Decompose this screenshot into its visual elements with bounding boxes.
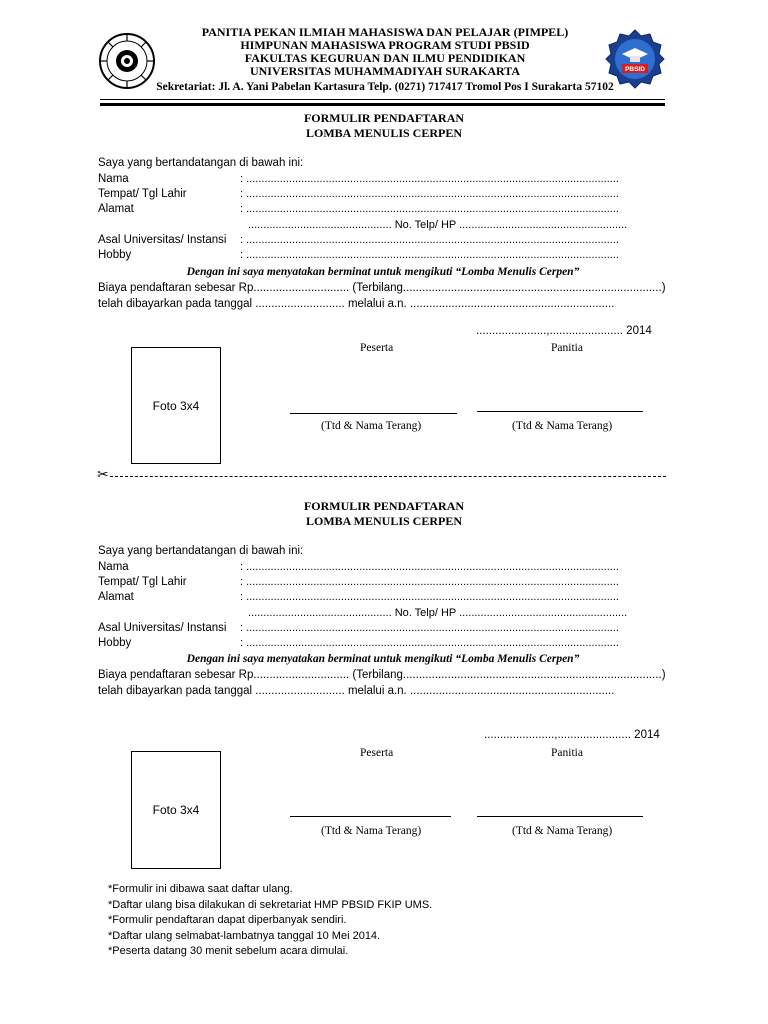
field-asal[interactable]: : ..........................................................................................................................: [240, 234, 619, 246]
label-alamat: Alamat: [98, 591, 134, 603]
peserta-sign-caption: (Ttd & Nama Terang): [321, 825, 422, 837]
peserta-label: Peserta: [360, 747, 394, 759]
field-nama[interactable]: : ..........................................................................................................................: [240, 173, 619, 185]
form-subtitle: LOMBA MENULIS CERPEN: [305, 514, 463, 528]
date-line[interactable]: ......................,....................... 2014: [484, 729, 660, 741]
label-hobby: Hobby: [98, 249, 132, 261]
peserta-signature-line[interactable]: [290, 413, 457, 414]
header-rule-thick: [100, 103, 665, 106]
field-asal[interactable]: : ..........................................................................................................................: [240, 622, 619, 634]
label-hobby: Hobby: [98, 637, 132, 649]
field-telp[interactable]: ............................................... No. Telp/ HP .......................................................: [248, 219, 628, 231]
panitia-label: Panitia: [551, 342, 583, 354]
note-item: *Daftar ulang bisa dilakukan di sekretariat HMP PBSID FKIP UMS.: [108, 898, 433, 911]
intro-text: Saya yang bertandatangan di bawah ini:: [98, 545, 304, 557]
note-item: *Formulir pendaftaran dapat diperbanyak sendiri.: [108, 914, 347, 926]
photo-label: Foto 3x4: [152, 803, 200, 817]
right-logo: [604, 28, 666, 90]
header-line-1: PANITIA PEKAN ILMIAH MAHASISWA DAN PELAJAR (PIMPEL): [201, 25, 569, 39]
scissors-icon: ✂: [97, 467, 109, 483]
header-rule-thin: [100, 99, 665, 100]
field-hobby[interactable]: : ..........................................................................................................................: [240, 249, 619, 261]
field-ttl[interactable]: : ..........................................................................................................................: [240, 188, 619, 200]
field-hobby[interactable]: : ..........................................................................................................................: [240, 637, 619, 649]
peserta-sign-caption: (Ttd & Nama Terang): [321, 420, 422, 432]
photo-box: [131, 347, 221, 464]
photo-label: Foto 3x4: [152, 398, 200, 413]
label-alamat: Alamat: [98, 203, 134, 215]
note-item: *Daftar ulang selmabat-lambatnya tanggal 10 Mei 2014.: [108, 929, 381, 942]
header-address: Sekretariat: Jl. A. Yani Pabelan Kartasura Telp. (0271) 717417 Tromol Pos I Surakarta 57102: [156, 81, 614, 93]
label-ttl: Tempat/ Tgl Lahir: [98, 576, 187, 588]
label-asal: Asal Universitas/ Instansi: [98, 622, 227, 634]
panitia-sign-caption: (Ttd & Nama Terang): [512, 420, 613, 432]
header-line-2: HIMPUNAN MAHASISWA PROGRAM STUDI PBSID: [240, 38, 530, 52]
panitia-sign-caption: (Ttd & Nama Terang): [512, 825, 613, 837]
field-telp[interactable]: ............................................... No. Telp/ HP .......................................................: [248, 607, 628, 619]
right-logo-text: PBSID: [625, 66, 645, 73]
form-title: FORMULIR PENDAFTARAN: [303, 111, 465, 125]
statement: Dengan ini saya menyatakan berminat untuk mengikuti “Lomba Menulis Cerpen”: [186, 266, 580, 278]
statement: Dengan ini saya menyatakan berminat untuk mengikuti “Lomba Menulis Cerpen”: [186, 653, 580, 665]
photo-box: [131, 751, 221, 869]
intro-text: Saya yang bertandatangan di bawah ini:: [98, 157, 304, 169]
note-item: *Formulir ini dibawa saat daftar ulang.: [108, 883, 293, 895]
form-title: FORMULIR PENDAFTARAN: [303, 499, 465, 513]
paid-line[interactable]: telah dibayarkan pada tanggal ............................ melalui a.n. ................................................................: [98, 685, 615, 697]
header-line-4: UNIVERSITAS MUHAMMADIYAH SURAKARTA: [249, 64, 521, 78]
peserta-signature-line[interactable]: [290, 816, 451, 817]
panitia-signature-line[interactable]: [477, 816, 643, 817]
field-ttl[interactable]: : ..........................................................................................................................: [240, 576, 619, 588]
date-line[interactable]: ......................,....................... 2014: [476, 325, 652, 337]
peserta-label: Peserta: [360, 342, 394, 354]
form-subtitle: LOMBA MENULIS CERPEN: [305, 126, 463, 140]
header-line-3: FAKULTAS KEGURUAN DAN ILMU PENDIDIKAN: [244, 51, 526, 65]
fee-line[interactable]: Biaya pendaftaran sebesar Rp.............................. (Terbilang.................................................................................): [98, 282, 666, 294]
fee-line[interactable]: Biaya pendaftaran sebesar Rp.............................. (Terbilang.................................................................................): [98, 669, 666, 681]
label-ttl: Tempat/ Tgl Lahir: [98, 188, 187, 200]
paid-line[interactable]: telah dibayarkan pada tanggal ............................ melalui a.n. ................................................................: [98, 298, 615, 310]
panitia-label: Panitia: [551, 747, 583, 759]
label-nama: Nama: [98, 561, 129, 573]
field-nama[interactable]: : ..........................................................................................................................: [240, 561, 619, 573]
cut-line: [110, 476, 666, 477]
label-asal: Asal Universitas/ Instansi: [98, 234, 227, 246]
field-alamat[interactable]: : ..........................................................................................................................: [240, 591, 619, 603]
note-item: *Peserta datang 30 menit sebelum acara dimulai.: [108, 945, 349, 957]
field-alamat[interactable]: : ..........................................................................................................................: [240, 203, 619, 215]
panitia-signature-line[interactable]: [477, 411, 643, 412]
notes: [108, 882, 432, 960]
label-nama: Nama: [98, 173, 129, 185]
